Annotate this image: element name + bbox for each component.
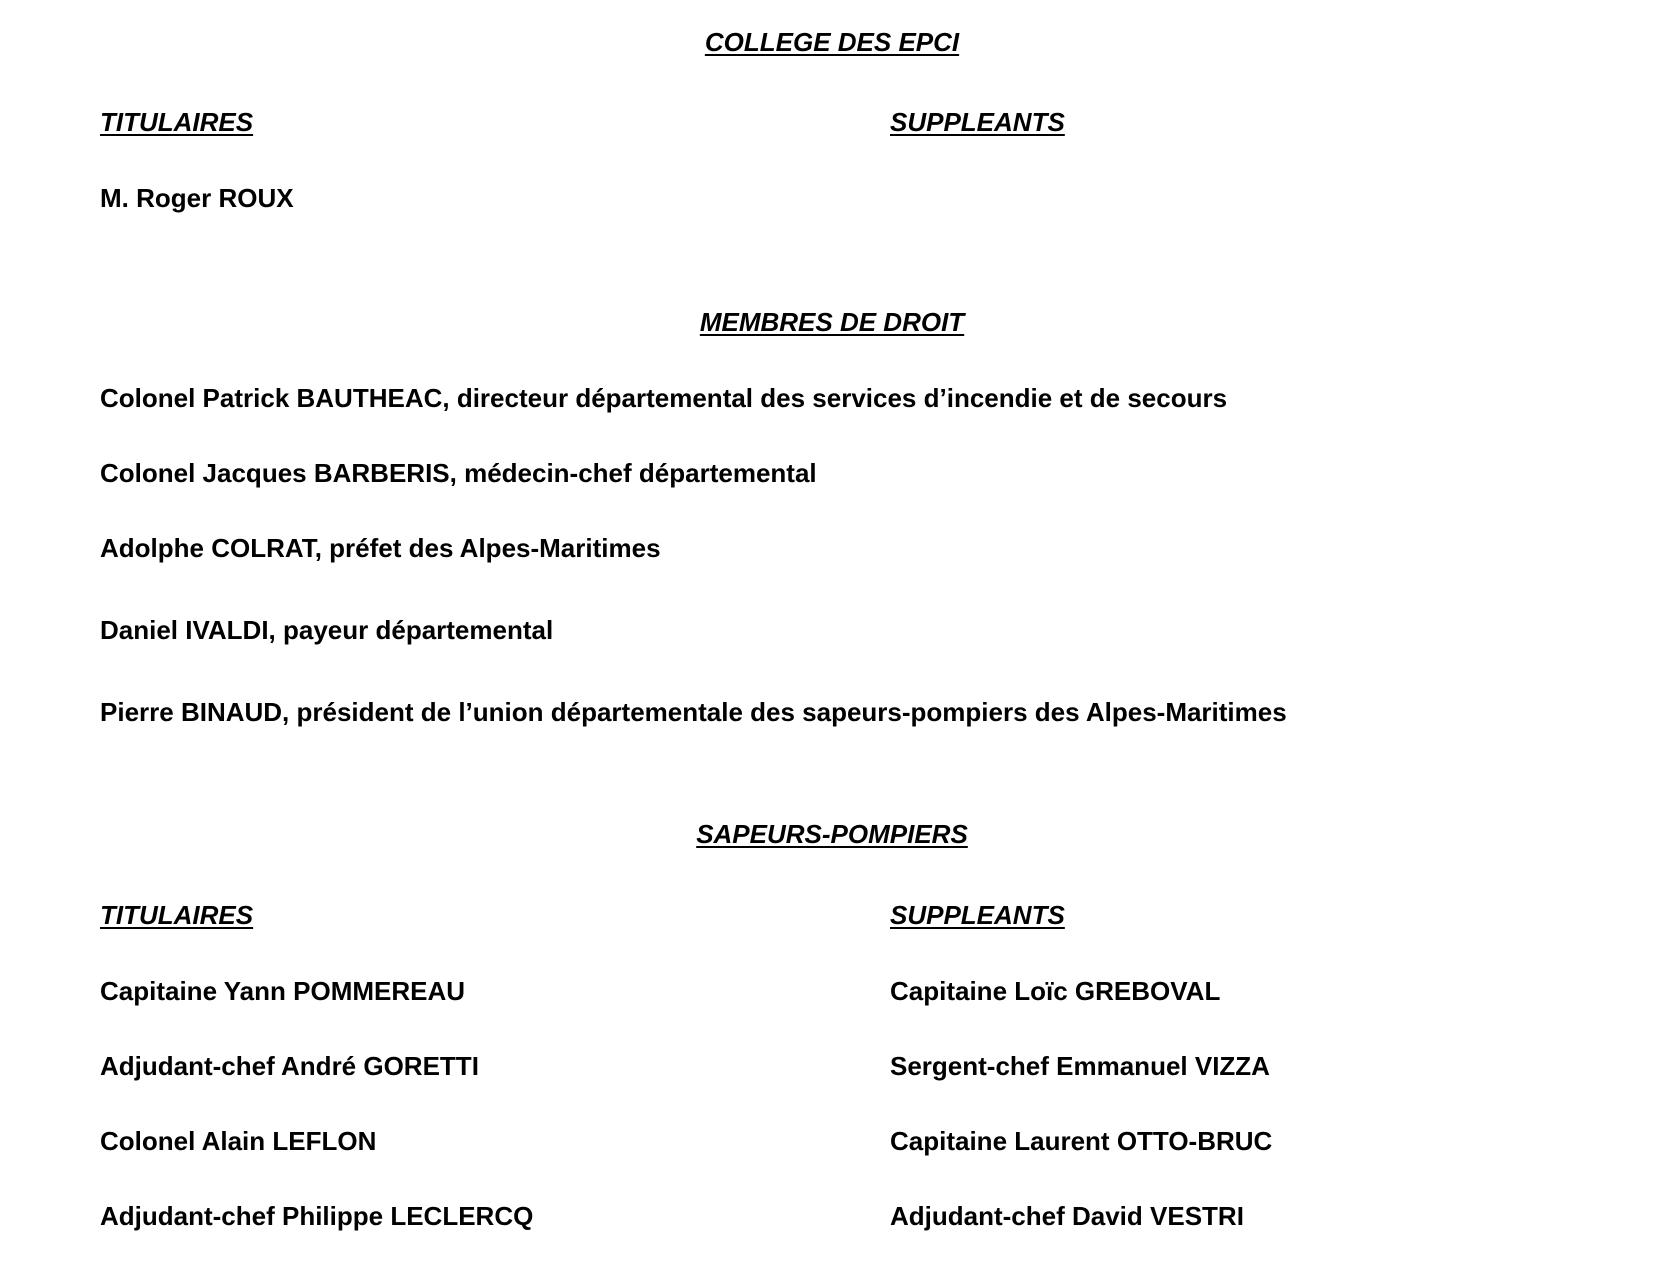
sp-suppleants-heading: SUPPLEANTS <box>890 900 1065 930</box>
section-title-college-epci: COLLEGE DES EPCI <box>704 27 960 57</box>
sp-titulaire-entry: Capitaine Yann POMMEREAU <box>100 976 466 1006</box>
sp-titulaire-entry: Adjudant-chef André GORETTI <box>100 1051 479 1081</box>
sp-titulaire-entry: Colonel Alain LEFLON <box>100 1126 377 1156</box>
sp-suppleant-entry: Adjudant-chef David VESTRI <box>890 1201 1244 1231</box>
epci-titulaires-heading: TITULAIRES <box>100 107 254 137</box>
sp-suppleant-entry: Capitaine Loïc GREBOVAL <box>890 976 1221 1006</box>
sp-titulaire-entry: Adjudant-chef Philippe LECLERCQ <box>100 1201 534 1231</box>
membre-de-droit-entry: Adolphe COLRAT, préfet des Alpes-Maritimes <box>100 533 661 563</box>
section-title-sapeurs-pompiers: SAPEURS-POMPIERS <box>696 819 968 849</box>
sp-suppleant-entry: Capitaine Laurent OTTO-BRUC <box>890 1126 1273 1156</box>
membre-de-droit-entry: Colonel Jacques BARBERIS, médecin-chef départemental <box>100 458 817 488</box>
epci-suppleants-heading: SUPPLEANTS <box>890 107 1065 137</box>
section-title-membres-de-droit: MEMBRES DE DROIT <box>699 307 965 337</box>
epci-titulaire-entry: M. Roger ROUX <box>100 183 294 213</box>
membre-de-droit-entry: Colonel Patrick BAUTHEAC, directeur départemental des services d’incendie et de secours <box>100 383 1228 413</box>
sp-titulaires-heading: TITULAIRES <box>100 900 254 930</box>
sp-suppleant-entry: Sergent-chef Emmanuel VIZZA <box>890 1051 1270 1081</box>
membre-de-droit-entry: Pierre BINAUD, président de l’union départementale des sapeurs-pompiers des Alpes-Maritimes <box>100 697 1287 727</box>
membre-de-droit-entry: Daniel IVALDI, payeur départemental <box>100 615 554 645</box>
